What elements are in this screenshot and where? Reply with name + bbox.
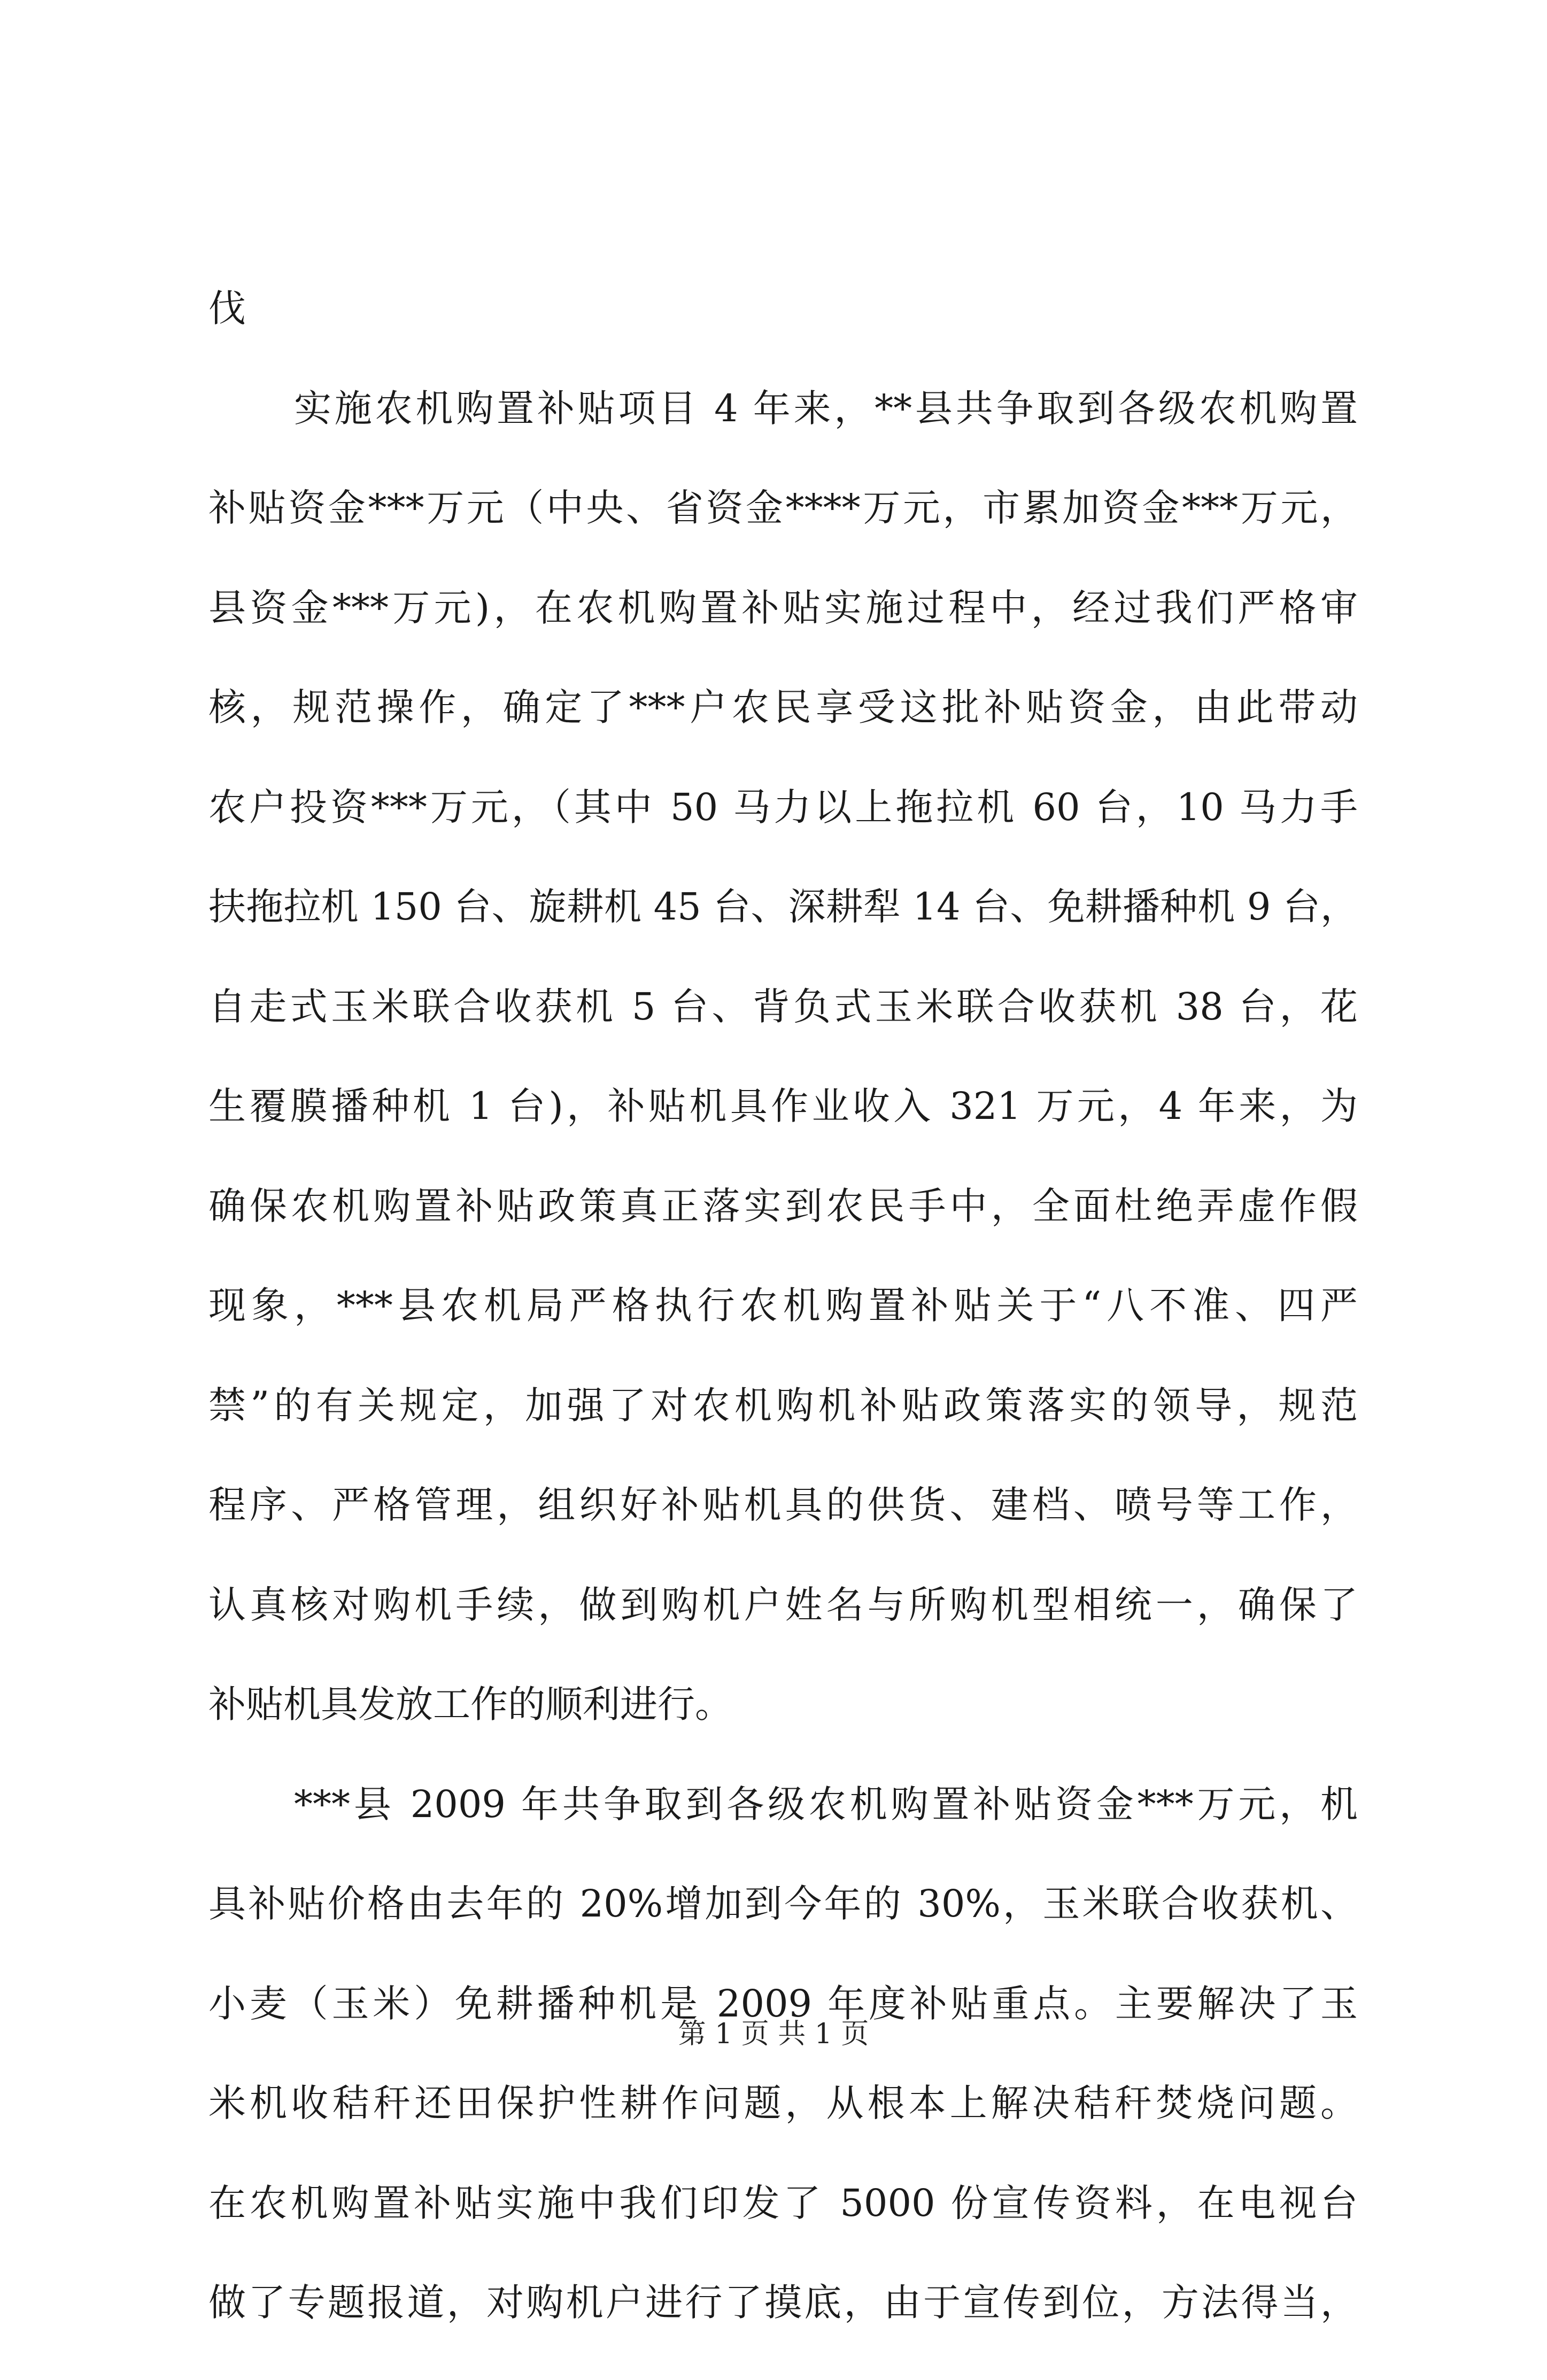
paragraph-first-line: 实施农机购置补贴项目 4 年来，**县共争取到各级农机购置 [294, 386, 1358, 430]
text-line: 现象，***县农机局严格执行农机购置补贴关于“八不准、四严 [208, 1284, 1358, 1327]
text-line: 扶拖拉机 150 台、旋耕机 45 台、深耕犁 14 台、免耕播种机 9 台， [208, 885, 1358, 929]
paragraph-first-line: ***县 2009 年共争取到各级农机购置补贴资金***万元，机 [294, 1782, 1358, 1826]
text-line: 补贴资金***万元（中央、省资金****万元，市累加资金***万元， [208, 486, 1358, 530]
text-line: 程序、严格管理，组织好补贴机具的供货、建档、喷号等工作， [208, 1483, 1358, 1527]
text-line: 小麦（玉米）免耕播种机是 2009 年度补贴重点。主要解决了玉 [208, 1981, 1358, 2026]
text-line: 县资金***万元)，在农机购置补贴实施过程中，经过我们严格审 [208, 585, 1358, 630]
paragraph-last-line: 补贴机具发放工作的顺利进行。 [208, 1682, 732, 1726]
text-line: 伐 [208, 287, 246, 330]
page-number-footer: 第 1 页 共 1 页 [678, 2018, 869, 2050]
text-line: 禁”的有关规定，加强了对农机购机补贴政策落实的领导，规范 [208, 1383, 1358, 1427]
text-line: 生覆膜播种机 1 台)，补贴机具作业收入 321 万元，4 年来，为 [208, 1084, 1358, 1128]
text-line: 米机收秸秆还田保护性耕作问题，从根本上解决秸秆焚烧问题。 [208, 2081, 1358, 2125]
text-line: 农户投资***万元，（其中 50 马力以上拖拉机 60 台，10 马力手 [208, 785, 1358, 829]
document-body [208, 286, 1358, 2380]
text-line: 具补贴价格由去年的 20%增加到今年的 30%，玉米联合收获机、 [208, 1882, 1358, 1926]
text-line: 自走式玉米联合收获机 5 台、背负式玉米联合收获机 38 台，花 [208, 984, 1358, 1029]
text-line: 核，规范操作，确定了***户农民享受这批补贴资金，由此带动 [208, 685, 1358, 729]
text-line: 做了专题报道，对购机户进行了摸底，由于宣传到位，方法得当， [208, 2281, 1358, 2324]
text-line: 在农机购置补贴实施中我们印发了 5000 份宣传资料，在电视台 [208, 2181, 1358, 2225]
text-line: 确保农机购置补贴政策真正落实到农民手中，全面杜绝弄虚作假 [208, 1184, 1358, 1228]
text-line: 认真核对购机手续，做到购机户姓名与所购机型相统一，确保了 [208, 1582, 1358, 1627]
